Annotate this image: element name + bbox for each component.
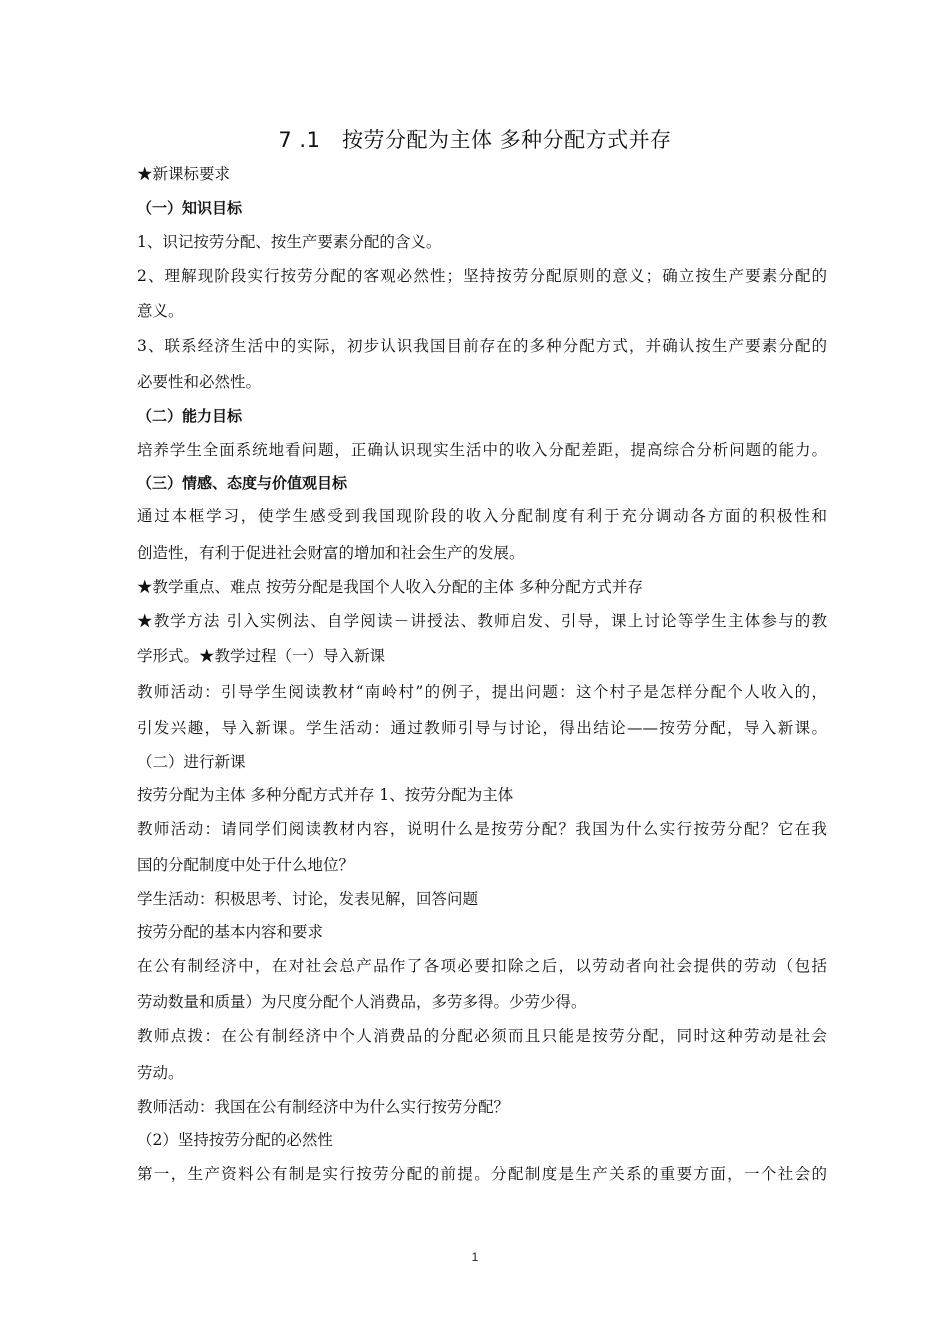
paragraph-line: 教师活动：我国在公有制经济中为什么实行按劳分配？ bbox=[137, 1098, 510, 1116]
paragraph-line: 通过本框学习，使学生感受到我国现阶段的收入分配制度有利于充分调动各方面的积极性和 bbox=[137, 507, 827, 525]
subsection-heading: （二）能力目标 bbox=[137, 407, 243, 425]
paragraph-line: 2、理解现阶段实行按劳分配的客观必然性；坚持按劳分配原则的意义；确立按生产要素分配的 bbox=[137, 267, 827, 285]
section-heading: ★新课标要求 bbox=[137, 165, 231, 183]
page-title: 7 .1 按劳分配为主体 多种分配方式并存 bbox=[278, 128, 672, 152]
paragraph-line: 按劳分配的基本内容和要求 bbox=[137, 923, 324, 941]
section-heading: 学形式。★教学过程（一）导入新课 bbox=[137, 647, 386, 665]
paragraph-line: 学生活动：积极思考、讨论，发表见解，回答问题 bbox=[137, 890, 479, 908]
paragraph-line: 引发兴趣，导入新课。学生活动：通过教师引导与讨论，得出结论——按劳分配，导入新课。 bbox=[137, 719, 827, 737]
paragraph-line: 教师活动：引导学生阅读教材“南岭村”的例子，提出问题：这个村子是怎样分配个人收入的， bbox=[137, 683, 827, 701]
paragraph-line: 劳动。 bbox=[137, 1064, 184, 1082]
paragraph-line: 3、联系经济生活中的实际，初步认识我国目前存在的多种分配方式，并确认按生产要素分配的 bbox=[137, 337, 827, 355]
paragraph-line: 教师活动：请同学们阅读教材内容，说明什么是按劳分配？我国为什么实行按劳分配？它在我 bbox=[137, 820, 827, 838]
section-heading: ★教学重点、难点 按劳分配是我国个人收入分配的主体 多种分配方式并存 bbox=[137, 578, 643, 596]
page-number: 1 bbox=[471, 1250, 479, 1264]
paragraph-line: 教师点拨：在公有制经济中个人消费品的分配必须而且只能是按劳分配，同时这种劳动是社会 bbox=[137, 1027, 827, 1045]
paragraph-line: 第一，生产资料公有制是实行按劳分配的前提。分配制度是生产关系的重要方面，一个社会的 bbox=[137, 1165, 827, 1183]
paragraph-line: 意义。 bbox=[137, 302, 184, 320]
paragraph-line: 劳动数量和质量）为尺度分配个人消费品，多劳多得。少劳少得。 bbox=[137, 993, 587, 1011]
paragraph-line: ★教学方法 引入实例法、自学阅读－讲授法、教师启发、引导，课上讨论等学生主体参与的教 bbox=[137, 612, 827, 630]
subsection-heading: （一）知识目标 bbox=[137, 199, 243, 217]
paragraph-line: 培养学生全面系统地看问题，正确认识现实生活中的收入分配差距，提高综合分析问题的能力。 bbox=[137, 441, 827, 459]
paragraph-line: 必要性和必然性。 bbox=[137, 373, 262, 391]
paragraph-line: 国的分配制度中处于什么地位？ bbox=[137, 856, 355, 874]
paragraph-line: 在公有制经济中，在对社会总产品作了各项必要扣除之后，以劳动者向社会提供的劳动（包括 bbox=[137, 957, 827, 975]
subsection-heading: （三）情感、态度与价值观目标 bbox=[137, 474, 348, 492]
subsection-heading: （2）坚持按劳分配的必然性 bbox=[137, 1131, 333, 1149]
paragraph-line: 1、识记按劳分配、按生产要素分配的含义。 bbox=[137, 233, 442, 251]
paragraph-line: 创造性，有利于促进社会财富的增加和社会生产的发展。 bbox=[137, 544, 525, 562]
paragraph-line: 按劳分配为主体 多种分配方式并存 1、按劳分配为主体 bbox=[137, 786, 514, 804]
subsection-heading: （二）进行新课 bbox=[137, 753, 246, 771]
